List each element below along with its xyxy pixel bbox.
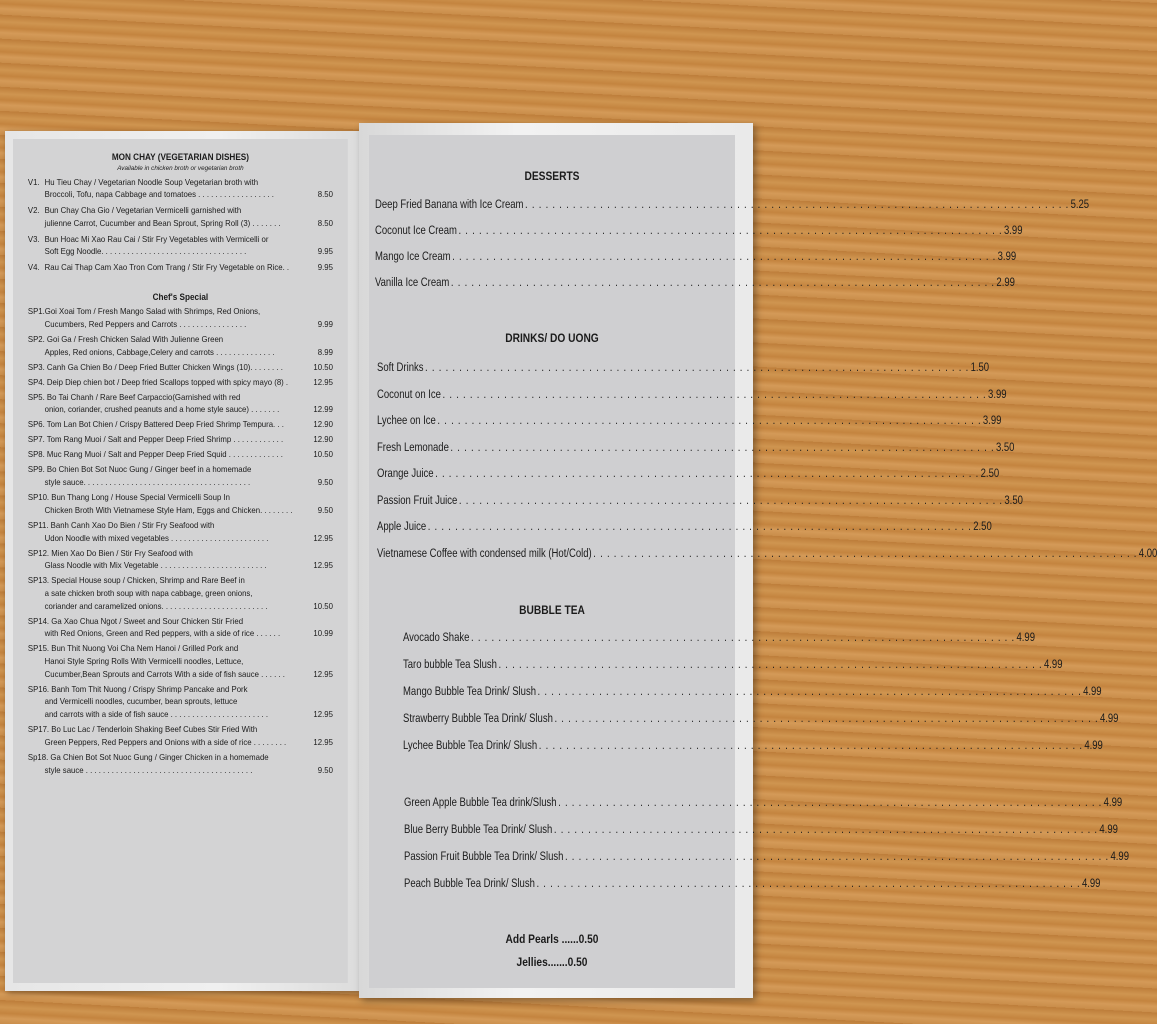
drinks-title: DRINKS/ DO UONG [505,331,599,345]
veg-list [28,176,333,274]
drink-item [377,492,1023,507]
drink-item-name: Vietnamese Coffee with condensed milk (Hot/Cold) [377,545,592,560]
chef-item-text: SP10. Bun Thang Long / House Special Vermicelli Soup In [27,492,230,503]
bubble-tea-item-name: Strawberry Bubble Tea Drink/ Slush [403,711,553,725]
veg-item-code: V2. [27,205,40,216]
chef-item-line [28,491,333,504]
chef-item-price: 12.95 [313,532,333,543]
drink-item-name: Apple Juice [377,519,427,533]
chef-item-line [28,751,333,764]
veg-item-code [28,188,45,201]
chef-item-line [28,655,333,668]
chef-item-price [309,574,333,587]
dot-leader: . . . . . . . . . . . . . . . . . . . . . . . . . . . . . . . . . . . . . . . . . . . . . . . . . . . . . . . . . . . . . . . . . . . . . . . . . . . . . . . . [427,519,972,533]
right-page-content [369,135,1157,988]
chef-item-text: Green Peppers, Red Peppers and Onions with a side of rice . . . . . . . . [44,736,287,747]
bubble-tea-item [403,657,1063,671]
dessert-item-price: 2.99 [996,275,1015,289]
chef-item-text: Glass Noodle with Mix Vegetable . . . . . . . . . . . . . . . . . . . . . . . . . [44,560,267,571]
dot-leader: . . . . . . . . . . . . . . . . . . . . . . . . . . . . . . . . . . . . . . . . . . . . . . . . . . . . . . . . . . . . . . . . . . . . . . . . . . . . . . . . [458,492,1003,507]
chef-item-text: SP5. Bo Tai Chanh / Rare Beef Carpaccio(Garnished with red [27,391,241,402]
chef-item-text: Apples, Red onions, Cabbage,Celery and carrots . . . . . . . . . . . . . . [44,346,275,357]
bubble-tea-item [403,684,1102,698]
dot-leader: . . . . . . . . . . . . . . . . . . . . . . . . . . . . . . . . . . . . . . . . . . . . . . . . . . . . . . . . . . . . . . . . . . . . . . . . . . . . . . . . [537,684,1082,698]
bubble-tea-item-price: 4.99 [1099,822,1118,836]
dessert-item-name: Deep Fried Banana with Ice Cream [375,197,524,211]
drink-item-price: 1.50 [970,360,990,374]
bubble-tea-item-price: 4.99 [1110,849,1129,863]
drink-item-price: 3.99 [982,413,1002,427]
veg-item-line [28,245,333,258]
chef-item-line [28,333,333,346]
chef-item-price: 12.99 [313,404,333,415]
chef-item-text: and carrots with a side of fish sauce . . . . . . . . . . . . . . . . . . . . . . . [44,709,268,720]
chef-item [28,463,333,488]
bubble-tea-item-price: 4.99 [1084,738,1103,752]
chef-item-line [28,519,333,532]
chef-item-price: 9.50 [317,764,333,775]
chef-item [28,433,333,446]
chef-item-price [309,391,333,404]
jellies-text: Jellies.......0.50 [516,955,588,969]
chef-item-line [28,476,333,489]
dessert-item-price: 5.25 [1070,197,1090,211]
veg-item [28,176,333,201]
drink-item [377,413,1002,427]
chef-item-text: SP12. Mien Xao Do Bien / Stir Fry Seafood with [27,547,193,558]
veg-item-price [309,233,333,246]
chef-item-text: SP6. Tom Lan Bot Chien / Crispy Battered Deep Fried Shrimp Tempura. . . [27,419,284,430]
veg-item-text: julienne Carrot, Cucumber and Bean Sprout, Spring Roll (3) . . . . . . . [44,217,281,228]
chef-item [28,723,333,748]
chef-item-price [309,683,333,696]
drink-item-price: 3.50 [1004,492,1023,507]
chef-item-line [28,504,333,517]
bubble-tea-item-price: 4.99 [1099,711,1119,725]
chef-item-text: and Vermicelli noodles, cucumber, bean sprouts, lettuce [44,696,238,707]
drink-item-name: Fresh Lemonade [377,439,449,454]
drink-item-name: Orange Juice [377,466,434,480]
chef-item-text: a sate chicken broth soup with napa cabbage, green onions, [44,587,253,598]
chef-item-text: coriander and caramelized onions. . . . . . . . . . . . . . . . . . . . . . . . . [44,600,268,611]
chef-item-price [309,305,333,318]
chef-item [28,519,333,544]
chef-item [28,333,333,358]
dessert-item-price: 3.99 [997,249,1017,263]
chef-item [28,642,333,680]
veg-item-code: V1. [27,176,40,187]
chef-item-line [28,391,333,404]
veg-item-price [309,176,333,189]
bubble-tea-item-name: Avocado Shake [403,630,470,644]
chef-item-price [309,723,333,736]
bubble-tea-item-name: Blue Berry Bubble Tea Drink/ Slush [404,822,553,836]
bubble-tea-item-price: 4.99 [1016,630,1036,644]
drink-item [377,386,1007,401]
chef-item-line [28,376,333,389]
left-page-content [13,139,348,983]
chef-item-price [309,491,333,504]
veg-item-line [28,217,333,230]
chef-list [28,305,333,776]
chef-item-price [309,587,333,600]
dot-leader: . . . . . . . . . . . . . . . . . . . . . . . . . . . . . . . . . . . . . . . . . . . . . . . . . . . . . . . . . . . . . . . . . . . . . . . . . . . . . . . . [498,657,1043,671]
veg-section-subtitle: Available in chicken broth or vegetarian broth [117,164,244,172]
chef-item [28,391,333,416]
veg-item-text: Soft Egg Noodle. . . . . . . . . . . . . . . . . . . . . . . . . . . . . . . . . . [44,246,247,257]
drink-item [377,519,992,533]
chef-item-line [28,547,333,560]
veg-item-line [28,261,333,274]
chef-item-line [28,736,333,749]
veg-item [28,204,333,229]
chef-item-text: SP4. Deip Diep chien bot / Deep fried Scallops topped with spicy mayo (8) . [27,376,289,387]
chef-item-price: 12.95 [313,668,333,679]
veg-item-text: Hu Tieu Chay / Vegetarian Noodle Soup Vegetarian broth with [44,176,259,187]
dessert-item-price: 3.99 [1003,223,1023,237]
drink-item-price: 2.50 [980,466,1000,480]
chef-item-line [28,627,333,640]
chef-item-price: 10.99 [313,628,333,639]
chef-item-text: Udon Noodle with mixed vegetables . . . . . . . . . . . . . . . . . . . . . . . [44,532,269,543]
chef-item-text: SP14. Ga Xao Chua Ngot / Sweet and Sour Chicken Stir Fried [27,615,244,626]
veg-item-price: 9.95 [317,261,333,272]
dot-leader: . . . . . . . . . . . . . . . . . . . . . . . . . . . . . . . . . . . . . . . . . . . . . . . . . . . . . . . . . . . . . . . . . . . . . . . . . . . . . . . . [435,466,980,480]
chef-item-line [28,361,333,374]
dot-leader: . . . . . . . . . . . . . . . . . . . . . . . . . . . . . . . . . . . . . . . . . . . . . . . . . . . . . . . . . . . . . . . . . . . . . . . . . . . . . . . . [458,223,1003,237]
chef-item-text: SP8. Muc Rang Muoi / Salt and Pepper Deep Fried Squid . . . . . . . . . . . . . [27,449,283,460]
dot-leader: . . . . . . . . . . . . . . . . . . . . . . . . . . . . . . . . . . . . . . . . . . . . . . . . . . . . . . . . . . . . . . . . . . . . . . . . . . . . . . . . [564,849,1109,863]
bubble-tea-item [403,738,1103,752]
chef-item-text: SP2. Goi Ga / Fresh Chicken Salad With Julienne Green [27,334,224,345]
dot-leader: . . . . . . . . . . . . . . . . . . . . . . . . . . . . . . . . . . . . . . . . . . . . . . . . . . . . . . . . . . . . . . . . . . . . . . . . . . . . . . . . [554,711,1099,725]
bubble-tea-item-name: Peach Bubble Tea Drink/ Slush [404,876,535,890]
veg-section-title: MON CHAY (VEGETARIAN DISHES) [111,152,249,162]
dessert-item [375,275,1015,289]
chef-item-price [309,547,333,560]
chef-item-text: SP15. Bun Thit Nuong Voi Cha Nem Hanoi / Grilled Pork and [27,643,239,654]
chef-item-line [28,532,333,545]
dot-leader: . . . . . . . . . . . . . . . . . . . . . . . . . . . . . . . . . . . . . . . . . . . . . . . . . . . . . . . . . . . . . . . . . . . . . . . . . . . . . . . . [558,795,1103,809]
dot-leader: . . . . . . . . . . . . . . . . . . . . . . . . . . . . . . . . . . . . . . . . . . . . . . . . . . . . . . . . . . . . . . . . . . . . . . . . . . . . . . . . [536,876,1081,890]
bubble-tea-item [404,876,1101,890]
chef-item-text: style sauce. . . . . . . . . . . . . . . . . . . . . . . . . . . . . . . . . . . . . . . [44,477,251,488]
bubble-tea-item [403,711,1119,725]
bubble-tea-item-name: Lychee Bubble Tea Drink/ Slush [403,738,538,752]
chef-item-text: Hanoi Style Spring Rolls With Vermicelli noodles, Lettuce, [44,656,244,667]
bubble-tea-item-price: 4.99 [1081,876,1101,890]
chef-item-line [28,708,333,721]
chef-item-price: 9.50 [317,504,333,515]
chef-item-price [309,655,333,668]
bubble-tea-title: BUBBLE TEA [519,603,585,617]
dot-leader: . . . . . . . . . . . . . . . . . . . . . . . . . . . . . . . . . . . . . . . . . . . . . . . . . . . . . . . . . . . . . . . . . . . . . . . . . . . . . . . . [525,197,1070,211]
veg-item-price: 9.95 [317,246,333,257]
chef-item-line [28,559,333,572]
chef-item-line [28,418,333,431]
drink-item [377,360,990,374]
chef-item-price: 12.95 [313,736,333,747]
drink-item-price: 4.00 [1138,545,1157,560]
chef-item [28,361,333,374]
veg-item-code: V4. [27,261,40,272]
veg-item-code [28,245,45,258]
bubble-tea-item [403,630,1036,644]
menu-right-page [359,123,1157,998]
chef-item-price: 12.90 [313,434,333,445]
dot-leader: . . . . . . . . . . . . . . . . . . . . . . . . . . . . . . . . . . . . . . . . . . . . . . . . . . . . . . . . . . . . . . . . . . . . . . . . . . . . . . . . [437,413,982,427]
bubble-tea-item-price: 4.99 [1043,657,1063,671]
chef-item-line [28,403,333,416]
bubble-tea-item-name: Mango Bubble Tea Drink/ Slush [403,684,536,698]
chef-item [28,376,333,389]
chef-item-price: 12.95 [313,376,333,387]
add-pearls-text: Add Pearls ......0.50 [505,932,599,946]
veg-item-text: Rau Cai Thap Cam Xao Tron Com Trang / Stir Fry Vegetable on Rice. . [44,261,290,272]
drink-item-price: 2.50 [973,519,992,533]
chef-item-line [28,318,333,331]
chef-item-line [28,346,333,359]
chef-item [28,574,333,612]
veg-item-price [309,204,333,217]
chef-item-line [28,448,333,461]
chef-item-line [28,642,333,655]
chef-item-line [28,668,333,681]
chef-item-line [28,574,333,587]
dessert-item-name: Vanilla Ice Cream [375,275,450,289]
chef-item-text: with Red Onions, Green and Red peppers, with a side of rice . . . . . . [44,628,281,639]
chef-item-line [28,695,333,708]
dessert-item [375,197,1090,211]
chef-item-line [28,615,333,628]
chef-item-text: SP7. Tom Rang Muoi / Salt and Pepper Deep Fried Shrimp . . . . . . . . . . . . [27,434,284,445]
veg-item-code: V3. [27,233,40,244]
chef-section-title: Chef's Special [152,291,209,302]
dot-leader: . . . . . . . . . . . . . . . . . . . . . . . . . . . . . . . . . . . . . . . . . . . . . . . . . . . . . . . . . . . . . . . . . . . . . . . . . . . . . . . . [450,275,995,289]
dot-leader: . . . . . . . . . . . . . . . . . . . . . . . . . . . . . . . . . . . . . . . . . . . . . . . . . . . . . . . . . . . . . . . . . . . . . . . . . . . . . . . . [553,822,1098,836]
drink-item-name: Soft Drinks [377,360,424,374]
chef-item-price: 10.50 [313,361,333,372]
chef-item-text: SP9. Bo Chien Bot Sot Nuoc Gung / Ginger beef in a homemade [27,464,252,475]
chef-item-price [309,695,333,708]
chef-item-price: 12.95 [313,560,333,571]
dot-leader: . . . . . . . . . . . . . . . . . . . . . . . . . . . . . . . . . . . . . . . . . . . . . . . . . . . . . . . . . . . . . . . . . . . . . . . . . . . . . . . . [470,630,1015,644]
chef-item [28,615,333,640]
drink-item-name: Passion Fruit Juice [377,492,458,507]
bubble-tea-item [404,849,1129,863]
dot-leader: . . . . . . . . . . . . . . . . . . . . . . . . . . . . . . . . . . . . . . . . . . . . . . . . . . . . . . . . . . . . . . . . . . . . . . . . . . . . . . . . [452,249,997,263]
drink-item-name: Coconut on Ice [377,386,441,401]
drink-item [377,545,1157,560]
dessert-item-name: Coconut Ice Cream [375,223,457,237]
chef-item-line [28,587,333,600]
chef-item-price [309,519,333,532]
dot-leader: . . . . . . . . . . . . . . . . . . . . . . . . . . . . . . . . . . . . . . . . . . . . . . . . . . . . . . . . . . . . . . . . . . . . . . . . . . . . . . . . [538,738,1083,752]
veg-item-text: Bun Chay Cha Gio / Vegetarian Vermicelli garnished with [44,205,242,216]
chef-item-text: onion, coriander, crushed peanuts and a home style sauce) . . . . . . . [44,404,280,415]
chef-item-text: Cucumbers, Red Peppers and Carrots . . . . . . . . . . . . . . . . [44,319,247,330]
chef-item-price: 10.50 [313,449,333,460]
chef-item-line [28,433,333,446]
drink-item [377,439,1015,454]
dot-leader: . . . . . . . . . . . . . . . . . . . . . . . . . . . . . . . . . . . . . . . . . . . . . . . . . . . . . . . . . . . . . . . . . . . . . . . . . . . . . . . . [593,545,1138,560]
chef-item-text: SP1.Goi Xoai Tom / Fresh Mango Salad with Shrimps, Red Onions, [27,306,261,317]
chef-item [28,418,333,431]
menu-left-page [5,131,360,991]
drink-item [377,466,1000,480]
dessert-item-name: Mango Ice Cream [375,249,451,263]
chef-item-price: 9.50 [317,477,333,488]
chef-item-price: 12.90 [313,419,333,430]
chef-item-price [309,615,333,628]
bubble-tea-item-price: 4.99 [1103,795,1123,809]
chef-item-price [309,751,333,764]
chef-item-text: style sauce . . . . . . . . . . . . . . . . . . . . . . . . . . . . . . . . . . . . . . . [44,764,253,775]
chef-item [28,683,333,721]
veg-item-code [28,217,45,230]
chef-item [28,305,333,330]
chef-item [28,547,333,572]
chef-item-text: SP13. Special House soup / Chicken, Shrimp and Rare Beef in [27,575,245,586]
chef-item-text: SP17. Bo Luc Lac / Tenderloin Shaking Beef Cubes Stir Fried With [27,724,258,735]
bubble-tea-item-name: Passion Fruit Bubble Tea Drink/ Slush [404,849,564,863]
bubble-tea-item-name: Green Apple Bubble Tea drink/Slush [404,795,557,809]
chef-item-line [28,305,333,318]
desserts-title: DESSERTS [524,169,580,183]
drink-item-price: 3.50 [995,439,1015,454]
chef-item-line [28,600,333,613]
dessert-item [375,223,1023,237]
veg-item-line [28,233,333,246]
chef-item-price [309,642,333,655]
dot-leader: . . . . . . . . . . . . . . . . . . . . . . . . . . . . . . . . . . . . . . . . . . . . . . . . . . . . . . . . . . . . . . . . . . . . . . . . . . . . . . . . [442,386,987,401]
dot-leader: . . . . . . . . . . . . . . . . . . . . . . . . . . . . . . . . . . . . . . . . . . . . . . . . . . . . . . . . . . . . . . . . . . . . . . . . . . . . . . . . [425,360,970,374]
veg-item [28,261,333,274]
chef-item-text: Cucumber,Bean Sprouts and Carrots With a side of fish sauce . . . . . . [44,668,285,679]
chef-item-price: 8.99 [317,346,333,357]
bubble-tea-item [404,822,1118,836]
chef-item-text: Chicken Broth With Vietnamese Style Ham, Eggs and Chicken. . . . . . . . [44,504,293,515]
dessert-item [375,249,1017,263]
veg-item-line [28,176,333,189]
veg-item-line [28,188,333,201]
veg-item [28,233,333,258]
drink-item-name: Lychee on Ice [377,413,436,427]
veg-item-price: 8.50 [317,217,333,228]
chef-item-line [28,764,333,777]
bubble-tea-item [404,795,1123,809]
chef-item-price: 12.95 [313,709,333,720]
chef-item-price [309,463,333,476]
chef-item [28,448,333,461]
chef-item [28,751,333,776]
chef-item-text: Sp18. Ga Chien Bot Sot Nuoc Gung / Ginger Chicken in a homemade [27,751,269,762]
dot-leader: . . . . . . . . . . . . . . . . . . . . . . . . . . . . . . . . . . . . . . . . . . . . . . . . . . . . . . . . . . . . . . . . . . . . . . . . . . . . . . . . [450,439,995,454]
veg-item-line [28,204,333,217]
bubble-tea-item-price: 4.99 [1083,684,1102,698]
chef-item-price: 9.99 [317,319,333,330]
veg-item-text: Broccoli, Tofu, napa Cabbage and tomatoes . . . . . . . . . . . . . . . . . . [44,189,274,200]
chef-item-price [309,333,333,346]
chef-item-line [28,463,333,476]
veg-item-text: Bun Hoac Mi Xao Rau Cai / Stir Fry Vegetables with Vermicelli or [44,233,269,244]
veg-item-price: 8.50 [317,189,333,200]
chef-item-line [28,723,333,736]
chef-item-text: SP11. Banh Canh Xao Do Bien / Stir Fry Seafood with [27,519,215,530]
bubble-tea-item-name: Taro bubble Tea Slush [403,657,497,671]
chef-item-line [28,683,333,696]
chef-item-text: SP16. Banh Tom Thit Nuong / Crispy Shrimp Pancake and Pork [27,683,248,694]
chef-item-text: SP3. Canh Ga Chien Bo / Deep Fried Butter Chicken Wings (10). . . . . . . . [27,361,283,372]
chef-item [28,491,333,516]
drink-item-price: 3.99 [988,386,1007,401]
chef-item-price: 10.50 [313,600,333,611]
